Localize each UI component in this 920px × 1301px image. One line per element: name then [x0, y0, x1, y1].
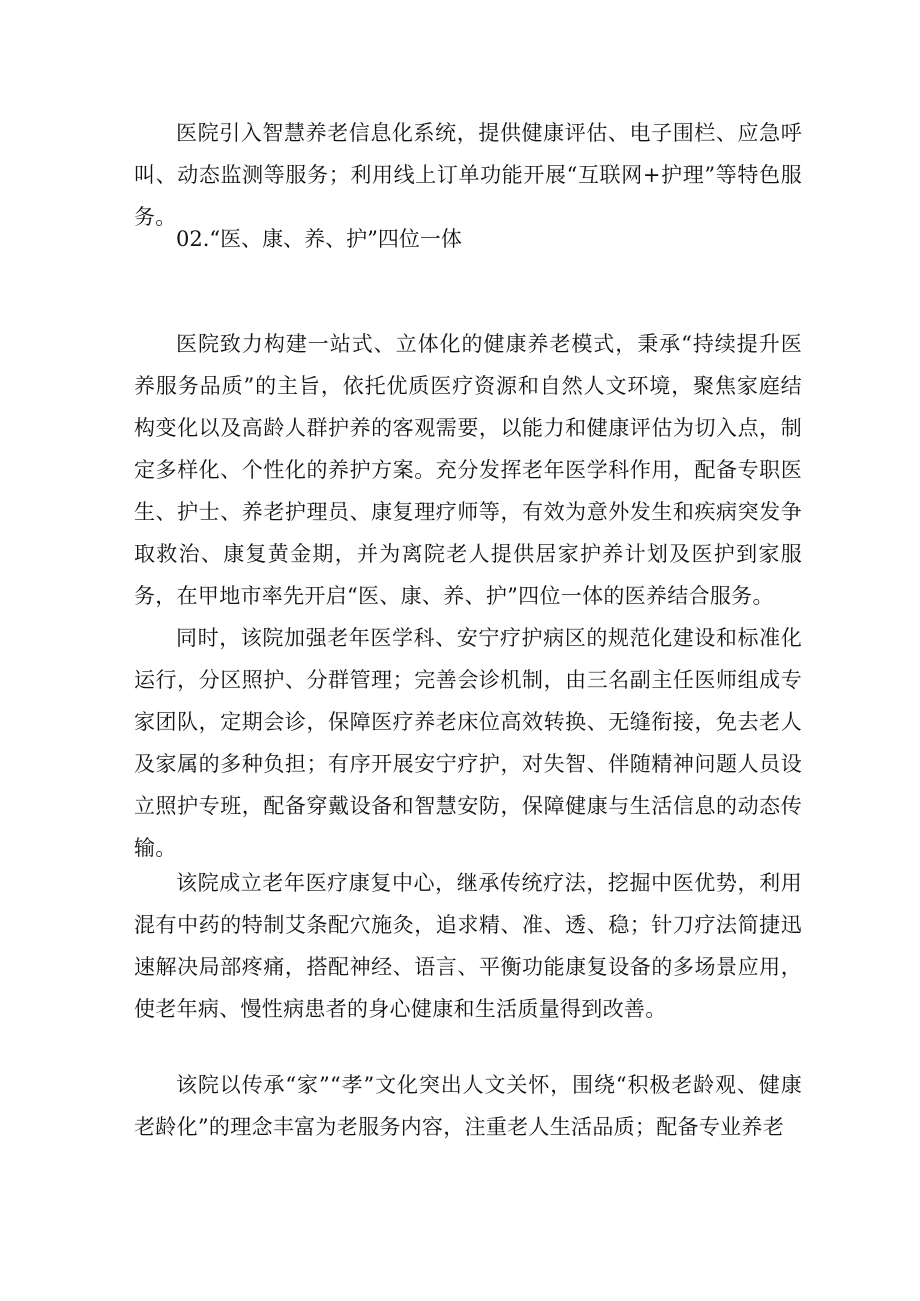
paragraph-humanistic-care: 该院以传承“家”“孝”文化突出人文关怀，围绕“积极老龄观、健康老龄化”的理念丰富为老服务内容，注重老人生活品质；配备专业养老 [134, 1073, 802, 1139]
section-heading: 02.“医、康、养、护”四位一体 [176, 227, 462, 251]
paragraph-geriatric-ward-standardization: 同时，该院加强老年医学科、安宁疗护病区的规范化建设和标准化运行，分区照护、分群管理；完善会诊机制，由三名副主任医师组成专家团队，定期会诊，保障医疗养老床位高效转换、无缝衔接，免去老人及家属的多种负担；有序开展安宁疗护，对失智、伴随精神问题人员设立照护专班，配备穿戴设备和智慧安防，保障健康与生活信息的动态传输。 [134, 626, 802, 860]
paragraph-rehabilitation-center: 该院成立老年医疗康复中心，继承传统疗法，挖掘中医优势，利用混有中药的特制艾条配穴施灸，追求精、准、透、稳；针刀疗法简捷迅速解决局部疼痛，搭配神经、语言、平衡功能康复设备的多场景应用，使老年病、慢性病患者的身心健康和生活质量得到改善。 [134, 871, 802, 1021]
paragraph-smart-elderly-care: 医院引入智慧养老信息化系统，提供健康评估、电子围栏、应急呼叫、动态监测等服务；利用线上订单功能开展“互联网+护理”等特色服务。 [134, 121, 802, 229]
paragraph-integrated-care-model: 医院致力构建一站式、立体化的健康养老模式，秉承“持续提升医养服务品质”的主旨，依托优质医疗资源和自然人文环境，聚焦家庭结构变化以及高龄人群护养的客观需要，以能力和健康评估为切入点，制定多样化、个性化的养护方案。充分发挥老年医学科作用，配备专职医生、护士、养老护理员、康复理疗师等，有效为意外发生和疾病突发争取救治、康复黄金期，并为离院老人提供居家护养计划及医护到家服务，在甲地市率先开启“医、康、养、护”四位一体的医养结合服务。 [134, 332, 802, 608]
